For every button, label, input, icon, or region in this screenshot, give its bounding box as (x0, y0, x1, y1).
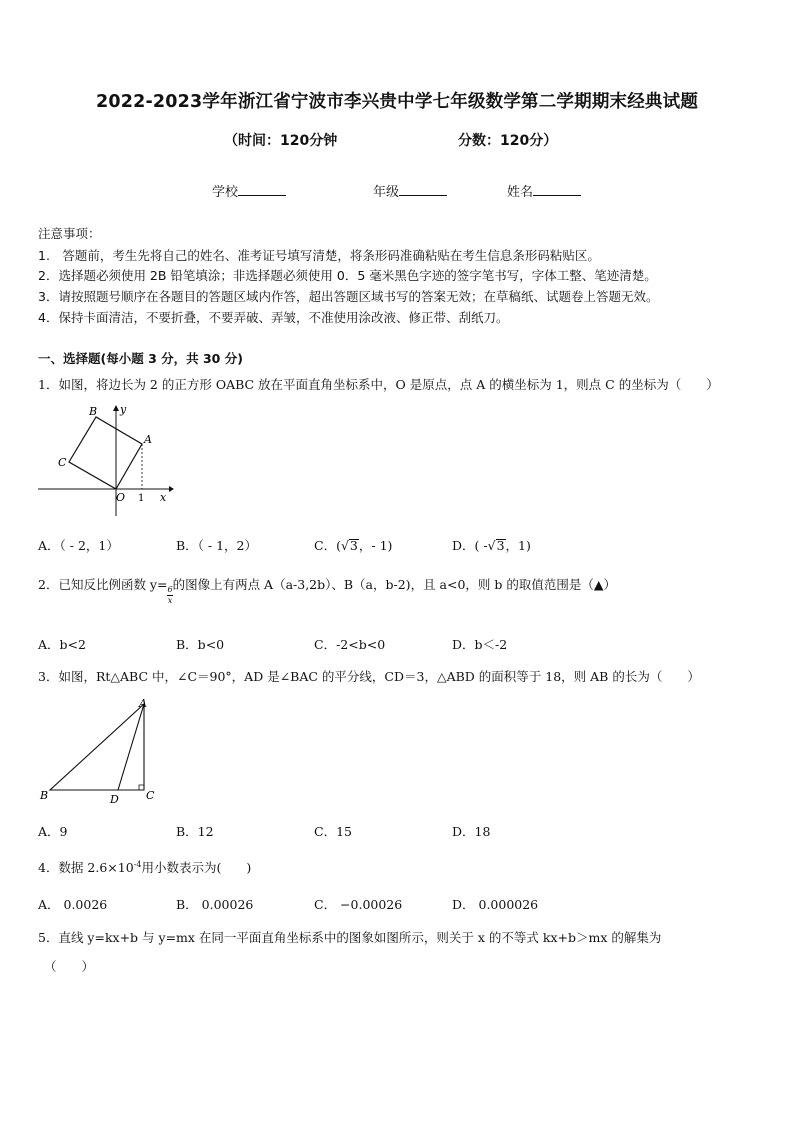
q5-answer-paren: （ ） (44, 959, 95, 974)
q1-option-d-post: ，1) (505, 538, 531, 553)
q3-option-d: D．18 (452, 824, 491, 839)
q1-figure (36, 398, 176, 518)
q4-option-b: B． 0.00026 (176, 897, 254, 912)
q2-frac-den: x (167, 596, 173, 605)
q3-triangle (50, 704, 144, 790)
school-label: 学校 (212, 185, 239, 200)
q3-option-c: C．15 (314, 824, 352, 839)
q1-square (69, 417, 142, 489)
q3-stem: 3．如图，Rt△ABC 中，∠C＝90°，AD 是∠BAC 的平分线，CD＝3，△ABD 的面积等于 18，则 AB 的长为（ ） (38, 669, 700, 684)
q1-label-1: 1 (138, 493, 145, 504)
name-label: 姓名 (507, 185, 534, 200)
q1-label-x: x (160, 491, 167, 504)
q2-frac-num: 6 (167, 585, 173, 594)
q3-option-a: A．9 (38, 824, 68, 839)
name-field (507, 181, 581, 200)
q2-option-a: A．b<2 (38, 637, 86, 652)
q2-stem (38, 575, 616, 606)
q4-option-d: D． 0.000026 (452, 897, 539, 912)
notice-item-2: 2．选择题必须使用 2B 铅笔填涂；非选择题必须使用 0．5 毫米黑色字迹的签字笔书写，字体工整、笔迹清楚。 (38, 268, 657, 283)
q1-option-d: D．( -√3，1) (452, 538, 531, 553)
q4-option-c: C． −0.00026 (314, 897, 403, 912)
page-title: 2022-2023学年浙江省宁波市李兴贵中学七年级数学第二学期期末经典试题 (95, 92, 699, 112)
grade-label: 年级 (373, 185, 400, 200)
q3-bisector (118, 704, 144, 790)
q1-option-d-radicand: 3 (496, 538, 505, 553)
q4-exponent: -4 (133, 859, 142, 869)
school-field (212, 181, 286, 200)
q4-stem-a: 4．数据 2.6×10 (38, 860, 134, 875)
notice-heading: 注意事项： (38, 226, 101, 241)
notice-item-3: 3．请按照题号顺序在各题目的答题区域内作答，超出答题区域书写的答案无效；在草稿纸、试题卷上答题无效。 (38, 289, 659, 304)
q3-right-angle (139, 785, 144, 790)
exam-score: 分数：120分） (458, 133, 558, 149)
q1-label-y: y (120, 403, 127, 416)
q2-option-c: C．-2<b<0 (314, 637, 386, 652)
exam-time: （时间：120分钟 (224, 133, 338, 149)
q4-option-a: A． 0.0026 (38, 897, 108, 912)
q1-y-arrow (113, 405, 119, 411)
grade-blank (399, 183, 447, 196)
q3-option-b: B．12 (176, 824, 214, 839)
q2-stem-b: 的图像上有两点 A（a-3,2b）、B（a，b-2)，且 a<0，则 b 的取值范围是（▲） (172, 577, 616, 592)
q1-label-C: C (58, 456, 67, 469)
q1-option-a: A．（ - 2，1） (38, 538, 119, 553)
q2-option-b: B．b<0 (176, 637, 225, 652)
grade-field (373, 181, 447, 200)
q4-stem (38, 858, 251, 876)
q1-label-A: A (144, 433, 152, 446)
section-heading: 一、选择题(每小题 3 分，共 30 分) (38, 351, 243, 366)
q3-figure (36, 692, 166, 810)
name-blank (533, 183, 581, 196)
q1-label-B: B (89, 405, 98, 418)
q4-stem-b: 用小数表示为( ) (141, 860, 252, 875)
q3-label-A: A (139, 697, 147, 710)
q2-option-d: D．b＜-2 (452, 637, 508, 652)
q1-option-c-pre: C．( (314, 538, 341, 553)
q1-label-O: O (116, 491, 126, 504)
notice-item-1: 1. 答题前，考生先将自己的姓名、准考证号填写清楚，将条形码准确粘贴在考生信息条形码粘贴区。 (38, 248, 600, 263)
q3-label-B: B (40, 789, 49, 802)
school-blank (238, 183, 286, 196)
q1-stem: 1．如图，将边长为 2 的正方形 OABC 放在平面直角坐标系中，O 是原点，点 A 的横坐标为 1，则点 C 的坐标为（ ） (38, 377, 719, 392)
notice-item-4: 4．保持卡面清洁，不要折叠，不要弄破、弄皱，不准使用涂改液、修正带、刮纸刀。 (38, 310, 509, 325)
q1-option-c-radicand: 3 (349, 538, 358, 553)
q1-option-c-post: ，- 1) (358, 538, 393, 553)
q1-option-d-pre: D．( - (452, 538, 488, 553)
q3-label-C: C (146, 789, 155, 802)
q1-option-b: B．（ - 1，2） (176, 538, 258, 553)
q5-stem: 5．直线 y=kx+b 与 y=mx 在同一平面直角坐标系中的图象如图所示，则关于 x 的不等式 kx+b＞mx 的解集为 (38, 930, 662, 945)
q2-stem-a: 2．已知反比例函数 y= (38, 577, 168, 592)
q3-label-D: D (110, 793, 119, 806)
q1-x-arrow (169, 486, 174, 492)
q1-option-c: C．(√3，- 1) (314, 538, 393, 553)
